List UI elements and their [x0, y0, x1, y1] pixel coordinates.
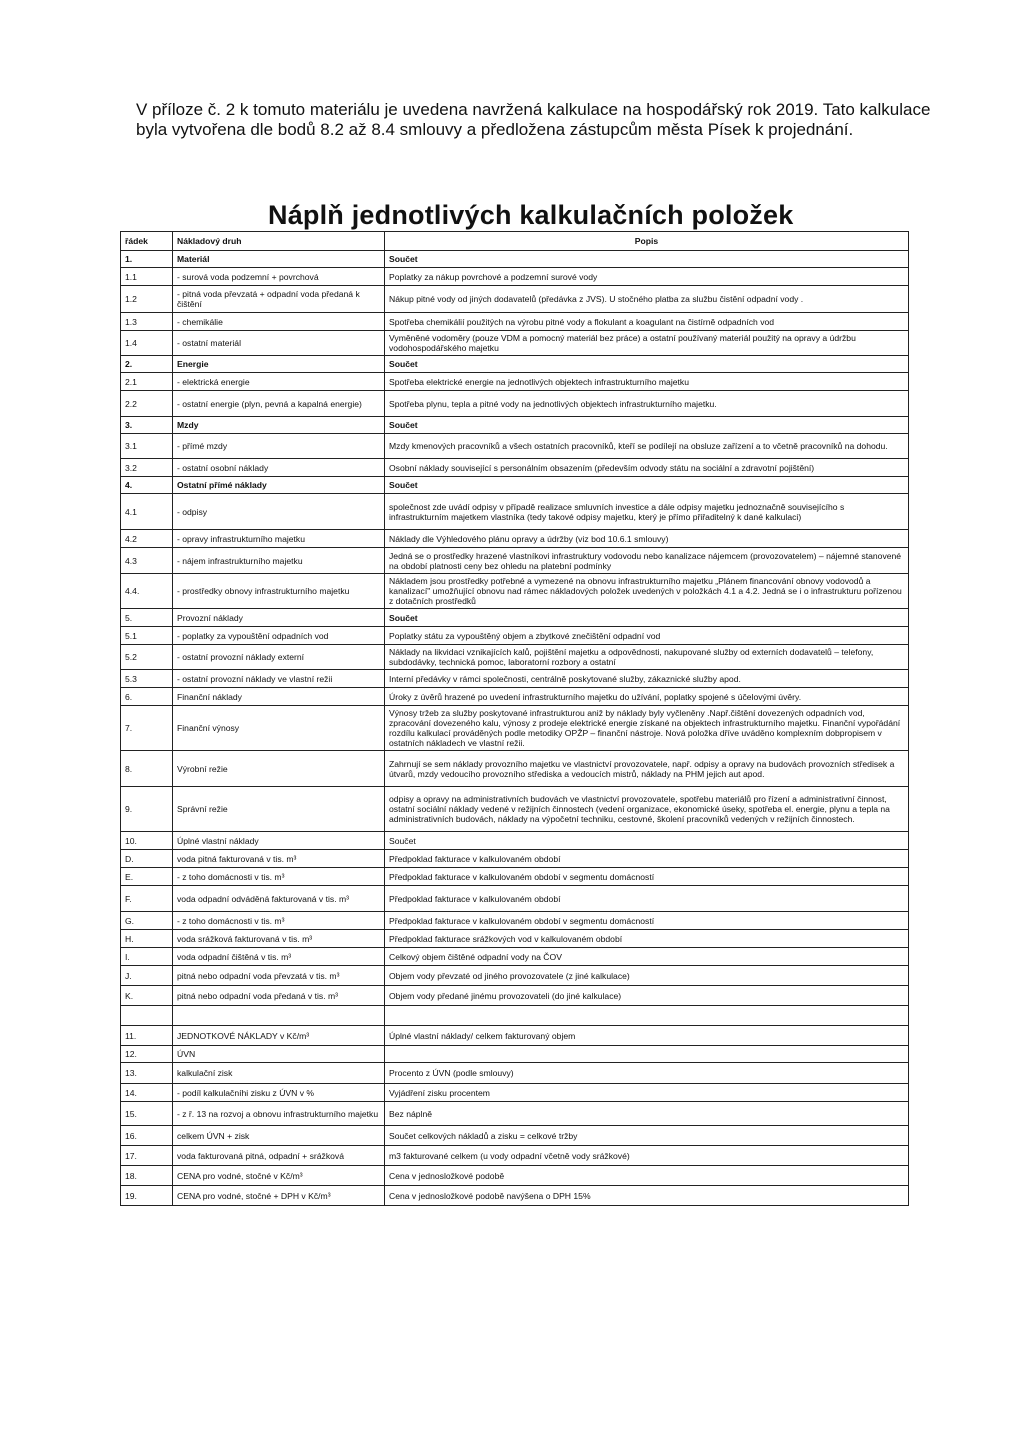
row-number-cell: 2. [121, 356, 173, 373]
row-number-cell: 18. [121, 1166, 173, 1186]
cost-type-cell: - ostatní energie (plyn, pevná a kapalná energie) [173, 391, 385, 417]
header-popis: Popis [385, 232, 909, 251]
header-radek: řádek [121, 232, 173, 251]
description-cell: Součet [385, 251, 909, 268]
table-row [121, 286, 909, 313]
table-row [121, 434, 909, 459]
table-row [121, 912, 909, 930]
cost-type-cell: - chemikálie [173, 313, 385, 331]
row-number-cell: 6. [121, 688, 173, 706]
header-nakladovy-druh: Nákladový druh [173, 232, 385, 251]
spacer-cell [385, 1006, 909, 1026]
description-cell: Součet [385, 477, 909, 494]
row-number-cell: 14. [121, 1084, 173, 1102]
cost-type-cell: - prostředky obnovy infrastrukturního majetku [173, 574, 385, 609]
table-row [121, 670, 909, 688]
spacer-cell [173, 1006, 385, 1026]
cost-type-cell: - opravy infrastrukturního majetku [173, 530, 385, 548]
cost-type-cell: - odpisy [173, 494, 385, 530]
row-number-cell: 2.1 [121, 373, 173, 391]
table-row [121, 627, 909, 645]
table-row [121, 391, 909, 417]
row-number-cell: 15. [121, 1102, 173, 1126]
description-cell: Výnosy tržeb za služby poskytované infrastrukturou aniž by náklady byly vyčleněny .Např.čištění dovezených odpadních vod, zpracování dovezeného kalu, výnosy z prodeje elektrické energie získané na objektech infrastrukturního majetku. Finanční vypořádání rozdílu kalkulací prováděných podle metodiky OPŽP – finanční nástroje. Nová položka dříve uváděno komplexním dobpropisem v ostatních nákladech ve vlastní režii. [385, 706, 909, 751]
table-row [121, 574, 909, 609]
cost-type-cell: Energie [173, 356, 385, 373]
row-number-cell: 17. [121, 1146, 173, 1166]
cost-type-cell: Finanční výnosy [173, 706, 385, 751]
cost-type-cell: Finanční náklady [173, 688, 385, 706]
cost-type-cell: - z ř. 13 na rozvoj a obnovu infrastrukturního majetku [173, 1102, 385, 1126]
cost-type-cell: voda srážková fakturovaná v tis. m³ [173, 930, 385, 948]
row-number-cell: 7. [121, 706, 173, 751]
cost-type-cell: - přímé mzdy [173, 434, 385, 459]
row-number-cell: 4. [121, 477, 173, 494]
table-row [121, 966, 909, 986]
row-number-cell: 11. [121, 1026, 173, 1046]
table-row [121, 1063, 909, 1084]
row-number-cell: 1. [121, 251, 173, 268]
description-cell: Spotřeba chemikálií použitých na výrobu pitné vody a flokulant a koagulant na čistírně odpadních vod [385, 313, 909, 331]
table-row [121, 331, 909, 356]
row-number-cell: F. [121, 886, 173, 912]
cost-type-cell: - ostatní provozní náklady externí [173, 645, 385, 670]
table-row [121, 251, 909, 268]
table-row [121, 1146, 909, 1166]
row-number-cell: 1.3 [121, 313, 173, 331]
description-cell: Součet [385, 609, 909, 627]
description-cell: Náklady dle Výhledového plánu opravy a údržby (viz bod 10.6.1 smlouvy) [385, 530, 909, 548]
cost-type-cell: CENA pro vodné, stočné + DPH v Kč/m³ [173, 1186, 385, 1206]
table-row [121, 417, 909, 434]
row-number-cell: 4.2 [121, 530, 173, 548]
cost-type-cell: - poplatky za vypouštění odpadních vod [173, 627, 385, 645]
row-number-cell: 5.1 [121, 627, 173, 645]
row-number-cell: I. [121, 948, 173, 966]
spacer-cell [121, 1006, 173, 1026]
description-cell: Spotřeba elektrické energie na jednotlivých objektech infrastrukturního majetku [385, 373, 909, 391]
description-cell: Zahrnují se sem náklady provozního majetku ve vlastnictví provozovatele, např. odpisy a opravy na budovách provozních středisek a útvarů, mzdy vedoucího provozního střediska a vedoucích mistrů, náklady na PHM jejich aut apod. [385, 751, 909, 787]
description-cell: Jedná se o prostředky hrazené vlastníkovi infrastruktury vodovodu nebo kanalizace nájemcem (provozovatelem) – nájemné stanovené na období platnosti ceny bez ohledu na platební podmínky [385, 548, 909, 574]
row-number-cell: 1.4 [121, 331, 173, 356]
row-number-cell: 4.4. [121, 574, 173, 609]
cost-type-cell: voda pitná fakturovaná v tis. m³ [173, 850, 385, 868]
cost-type-cell: - z toho domácnosti v tis. m³ [173, 912, 385, 930]
description-cell: Poplatky za nákup povrchové a podzemní surové vody [385, 268, 909, 286]
row-number-cell: G. [121, 912, 173, 930]
table-row [121, 706, 909, 751]
table-body [121, 251, 909, 1206]
cost-type-cell: - elektrická energie [173, 373, 385, 391]
cost-type-cell: Mzdy [173, 417, 385, 434]
row-number-cell: D. [121, 850, 173, 868]
description-cell: Celkový objem čištěné odpadní vody na ČOV [385, 948, 909, 966]
row-number-cell: J. [121, 966, 173, 986]
row-number-cell: 4.1 [121, 494, 173, 530]
description-cell: m3 fakturované celkem (u vody odpadní včetně vody srážkové) [385, 1146, 909, 1166]
table-row [121, 832, 909, 850]
description-cell: Poplatky státu za vypouštěný objem a zbytkové znečištění odpadní vod [385, 627, 909, 645]
description-cell: Interní předávky v rámci společnosti, centrálně poskytované služby, zákaznické služby apod. [385, 670, 909, 688]
cost-type-cell: voda odpadní čištěná v tis. m³ [173, 948, 385, 966]
cost-type-cell: Provozní náklady [173, 609, 385, 627]
table-row [121, 356, 909, 373]
description-cell: Nákup pitné vody od jiných dodavatelů (předávka z JVS). U stočného platba za službu čistění odpadní vody . [385, 286, 909, 313]
table-row [121, 1026, 909, 1046]
table-header-row [121, 232, 909, 251]
cost-type-cell: - pitná voda převzatá + odpadní voda předaná k čištění [173, 286, 385, 313]
cost-type-cell: - ostatní osobní náklady [173, 459, 385, 477]
row-number-cell: 3. [121, 417, 173, 434]
description-cell: Součet celkových nákladů a zisku = celkové tržby [385, 1126, 909, 1146]
row-number-cell: E. [121, 868, 173, 886]
row-number-cell: 5.2 [121, 645, 173, 670]
cost-type-cell: - surová voda podzemní + povrchová [173, 268, 385, 286]
table-row [121, 373, 909, 391]
cost-type-cell: voda odpadní odváděná fakturovaná v tis. m³ [173, 886, 385, 912]
table-row [121, 930, 909, 948]
description-cell: Předpoklad fakturace srážkových vod v kalkulovaném období [385, 930, 909, 948]
description-cell: Součet [385, 356, 909, 373]
table-row [121, 986, 909, 1006]
description-cell: Osobní náklady související s personálním obsazením (především odvody státu na sociální a zdravotní pojištění) [385, 459, 909, 477]
description-cell: Spotřeba plynu, tepla a pitné vody na jednotlivých objektech infrastrukturního majetku. [385, 391, 909, 417]
table-row [121, 688, 909, 706]
cost-type-cell: kalkulační zisk [173, 1063, 385, 1084]
table-row [121, 548, 909, 574]
cost-type-cell: - ostatní provozní náklady ve vlastní režii [173, 670, 385, 688]
description-cell: odpisy a opravy na administrativních budovách ve vlastnictví provozovatele, spotřebu materiálů pro řízení a administrativní činnost, ostatní sociální náklady vedené v režijních činnostech (vedení organizace, ekonomické úseky, spotřeba el. energie, plynu a tepla na administrativních budovách, náklady na výpočetní techniku, cestovné, školení pracovníků vedených v režijních činnostech. [385, 787, 909, 832]
description-cell: Bez náplně [385, 1102, 909, 1126]
description-cell [385, 1046, 909, 1063]
description-cell: Náklady na likvidaci vznikajících kalů, pojištění majetku a odpovědnosti, nakupované služby od externích dodavatelů – telefony, subdodávky, technická pomoc, laboratorní rozbory a ostatní [385, 645, 909, 670]
table-row [121, 1166, 909, 1186]
table-row [121, 1084, 909, 1102]
description-cell: Cena v jednosložkové podobě navýšena o DPH 15% [385, 1186, 909, 1206]
row-number-cell: 5. [121, 609, 173, 627]
description-cell: Předpoklad fakturace v kalkulovaném období [385, 850, 909, 868]
table-row [121, 645, 909, 670]
description-cell: Objem vody předané jinému provozovateli (do jiné kalkulace) [385, 986, 909, 1006]
table-row [121, 751, 909, 787]
table-row [121, 477, 909, 494]
row-number-cell: 3.1 [121, 434, 173, 459]
table-row [121, 313, 909, 331]
description-cell: Předpoklad fakturace v kalkulovaném období v segmentu domácností [385, 912, 909, 930]
table-row [121, 1126, 909, 1146]
row-number-cell: H. [121, 930, 173, 948]
row-number-cell: 12. [121, 1046, 173, 1063]
table-row [121, 868, 909, 886]
table-row [121, 459, 909, 477]
row-number-cell: 4.3 [121, 548, 173, 574]
cost-type-cell: pitná nebo odpadní voda předaná v tis. m³ [173, 986, 385, 1006]
description-cell: Nákladem jsou prostředky potřebné a vymezené na obnovu infrastrukturního majetku „Plánem financování obnovy vodovodů a kanalizací" umožňující obnovu nad rámec nákladových položek uvedených v položkách 4.1 a 4.2. Jedná se i o infrastrukturu pořízenou z dotačních prostředků [385, 574, 909, 609]
calculation-items-table [120, 231, 909, 1206]
table-row [121, 609, 909, 627]
document-title: Náplň jednotlivých kalkulačních položek [268, 200, 794, 230]
cost-type-cell: celkem ÚVN + zisk [173, 1126, 385, 1146]
row-number-cell: 2.2 [121, 391, 173, 417]
cost-type-cell: JEDNOTKOVÉ NÁKLADY v Kč/m³ [173, 1026, 385, 1046]
cost-type-cell: voda fakturovaná pitná, odpadní + srážková [173, 1146, 385, 1166]
description-cell: Vyměněné vodoměry (pouze VDM a pomocný materiál bez práce) a ostatní používaný materiál použitý na opravy a údržbu vodohospodářského majetku [385, 331, 909, 356]
cost-type-cell: ÚVN [173, 1046, 385, 1063]
table-row [121, 494, 909, 530]
row-number-cell: 1.2 [121, 286, 173, 313]
row-number-cell: 19. [121, 1186, 173, 1206]
cost-type-cell: pitná nebo odpadní voda převzatá v tis. m³ [173, 966, 385, 986]
cost-type-cell: Úplné vlastní náklady [173, 832, 385, 850]
row-number-cell: 5.3 [121, 670, 173, 688]
cost-type-cell: - podíl kalkulačníhi zisku z ÚVN v % [173, 1084, 385, 1102]
cost-type-cell: Ostatní přímé náklady [173, 477, 385, 494]
row-number-cell: 13. [121, 1063, 173, 1084]
table-spacer-row [121, 1006, 909, 1026]
table-row [121, 1046, 909, 1063]
table-row [121, 948, 909, 966]
description-cell: Úplné vlastní náklady/ celkem fakturovaný objem [385, 1026, 909, 1046]
table-row [121, 1102, 909, 1126]
cost-type-cell: Materiál [173, 251, 385, 268]
table-row [121, 850, 909, 868]
table-row [121, 886, 909, 912]
table-row [121, 787, 909, 832]
description-cell: společnost zde uvádí odpisy v případě realizace smluvních investice a dále odpisy majetku jednoznačně souvisejícího s infrastrukturním majetkem vlastníka (tedy takové odpisy majetku, který je přímo přiřaditelný k dané kalkulaci) [385, 494, 909, 530]
row-number-cell: 1.1 [121, 268, 173, 286]
description-cell: Vyjádření zisku procentem [385, 1084, 909, 1102]
description-cell: Předpoklad fakturace v kalkulovaném období [385, 886, 909, 912]
table-row [121, 1186, 909, 1206]
cost-type-cell: Výrobní režie [173, 751, 385, 787]
cost-type-cell: - z toho domácnosti v tis. m³ [173, 868, 385, 886]
row-number-cell: K. [121, 986, 173, 1006]
row-number-cell: 3.2 [121, 459, 173, 477]
row-number-cell: 9. [121, 787, 173, 832]
row-number-cell: 10. [121, 832, 173, 850]
cost-type-cell: Správní režie [173, 787, 385, 832]
description-cell: Procento z ÚVN (podle smlouvy) [385, 1063, 909, 1084]
row-number-cell: 16. [121, 1126, 173, 1146]
description-cell: Mzdy kmenových pracovníků a všech ostatních pracovníků, kteří se podílejí na obsluze zařízení a to včetně pracovníků na dohodu. [385, 434, 909, 459]
cost-type-cell: CENA pro vodné, stočné v Kč/m³ [173, 1166, 385, 1186]
intro-paragraph: V příloze č. 2 k tomuto materiálu je uvedena navržená kalkulace na hospodářský rok 2019. Tato kalkulace byla vytvořena dle bodů 8.2 až 8.4 smlouvy a předložena zástupcům města Písek k projednání. [136, 100, 931, 139]
cost-type-cell: - ostatní materiál [173, 331, 385, 356]
description-cell: Objem vody převzaté od jiného provozovatele (z jiné kalkulace) [385, 966, 909, 986]
description-cell: Úroky z úvěrů hrazené po uvedení infrastrukturního majetku do užívání, poplatky spojené s účelovými úvěry. [385, 688, 909, 706]
description-cell: Součet [385, 832, 909, 850]
row-number-cell: 8. [121, 751, 173, 787]
table-row [121, 530, 909, 548]
description-cell: Cena v jednosložkové podobě [385, 1166, 909, 1186]
cost-type-cell: - nájem infrastrukturního majetku [173, 548, 385, 574]
description-cell: Předpoklad fakturace v kalkulovaném období v segmentu domácností [385, 868, 909, 886]
description-cell: Součet [385, 417, 909, 434]
table-row [121, 268, 909, 286]
